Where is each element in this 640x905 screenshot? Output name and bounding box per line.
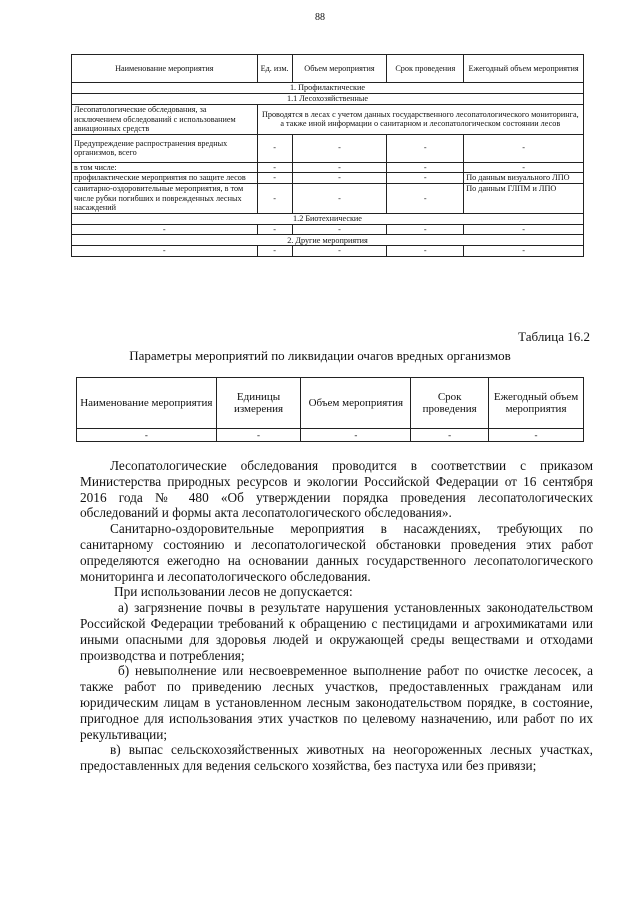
table-caption: Таблица 16.2 (518, 329, 590, 344)
table-header-row (77, 378, 584, 429)
body-text (80, 458, 593, 774)
header-annual: Ежегодный объем мероприятия (489, 378, 584, 429)
row-term: - (387, 183, 464, 213)
row-volume: - (292, 162, 387, 173)
table-cell: - (489, 429, 584, 442)
row-unit: - (257, 173, 292, 184)
paragraph: Лесопатологические обследования проводится в соответствии с приказом Министерства природных ресурсов и экологии Российской Федерации от 16 сентября 2016 года № 480 «Об утверждении порядка проведения лесопатологических обследований и формы акта лесопатологического обследования». (80, 458, 593, 521)
header-annual: Ежегодный объем мероприятия (464, 55, 584, 83)
table-cell: - (292, 224, 387, 235)
row-annual: - (464, 162, 584, 173)
measures-table (71, 54, 584, 257)
row-name: Предупреждение распространения вредных организмов, всего (72, 134, 258, 162)
header-volume: Объем мероприятия (292, 55, 387, 83)
header-term: Срок проведения (411, 378, 489, 429)
section-row (72, 83, 584, 94)
table-row (72, 224, 584, 235)
table-row (72, 173, 584, 184)
table-cell: - (292, 246, 387, 257)
table-cell: - (257, 224, 292, 235)
table-title: Параметры мероприятий по ликвидации очагов вредных организмов (129, 348, 511, 363)
table-header-row (72, 55, 584, 83)
row-annual: - (464, 134, 584, 162)
table-row (72, 105, 584, 135)
table-cell: - (216, 429, 301, 442)
table-cell: - (464, 224, 584, 235)
paragraph: в) выпас сельскохозяйственных животных на неогороженных лесных участках, предоставленных для ведения сельского хозяйства, без пастуха или без привязи; (80, 742, 593, 774)
row-volume: - (292, 134, 387, 162)
page-number: 88 (315, 12, 325, 23)
section-row (72, 235, 584, 246)
row-name: профилактические мероприятия по защите лесов (72, 173, 258, 184)
row-unit: - (257, 162, 292, 173)
row-annual: По данным ГЛПМ и ЛПО (464, 183, 584, 213)
paragraph: б) невыполнение или несвоевременное выполнение работ по очистке лесосек, а также работ по приведению лесных участков, предоставленных гражданам или юридическим лицам в установленном лесным законодательством порядке, в состояние, пригодное для использования этих участков по целевому назначению, или работ по их рекультивации; (80, 663, 593, 742)
table-cell: - (257, 246, 292, 257)
table-cell: - (464, 246, 584, 257)
table-cell: - (411, 429, 489, 442)
section-title: 1.2 Биотехнические (72, 213, 584, 224)
header-name: Наименование мероприятия (72, 55, 258, 83)
row-volume: - (292, 173, 387, 184)
table-row (77, 429, 584, 442)
header-unit: Ед. изм. (257, 55, 292, 83)
row-merged-note: Проводятся в лесах с учетом данных государственного лесопатологического мониторинга, а также иной информации о санитарном и лесопатологическом состоянии лесов (257, 105, 583, 135)
row-name: Лесопатологические обследования, за исключением обследований с использованием авиационных средств (72, 105, 258, 135)
table-row (72, 246, 584, 257)
table-row (72, 162, 584, 173)
header-volume: Объем мероприятия (301, 378, 411, 429)
paragraph: а) загрязнение почвы в результате нарушения установленных законодательством Российской Федерации требований к обращению с пестицидами и агрохимикатами или иными опасными для здоровья людей и окружающей среды веществами и отходами производства и потребления; (80, 600, 593, 663)
table-cell: - (72, 224, 258, 235)
header-unit: Единицы измерения (216, 378, 301, 429)
paragraph: Санитарно-оздоровительные мероприятия в насаждениях, требующих по санитарному состоянию и лесопатологической обстановки проведения этих работ определяются ежегодно на основании данных государственного лесопатологического мониторинга и лесопатологического обследования. (80, 521, 593, 584)
table-cell: - (387, 246, 464, 257)
paragraph: При использовании лесов не допускается: (114, 584, 353, 600)
section-title: 2. Другие мероприятия (72, 235, 584, 246)
table-cell: - (387, 224, 464, 235)
header-term: Срок проведения (387, 55, 464, 83)
row-term: - (387, 134, 464, 162)
table-cell: - (77, 429, 217, 442)
row-name: в том числе: (72, 162, 258, 173)
table-cell: - (301, 429, 411, 442)
table-row (72, 183, 584, 213)
table-cell: - (72, 246, 258, 257)
table-row (72, 134, 584, 162)
row-unit: - (257, 183, 292, 213)
row-annual: По данным визуального ЛПО (464, 173, 584, 184)
row-unit: - (257, 134, 292, 162)
header-name: Наименование мероприятия (77, 378, 217, 429)
section-row (72, 213, 584, 224)
section-row (72, 94, 584, 105)
row-name: санитарно-оздоровительные мероприятия, в том числе рубки погибших и поврежденных лесных насаждений (72, 183, 258, 213)
row-term: - (387, 173, 464, 184)
section-title: 1. Профилактические (72, 83, 584, 94)
row-volume: - (292, 183, 387, 213)
parameters-table (76, 377, 584, 442)
section-title: 1.1 Лесохозяйственные (72, 94, 584, 105)
row-term: - (387, 162, 464, 173)
